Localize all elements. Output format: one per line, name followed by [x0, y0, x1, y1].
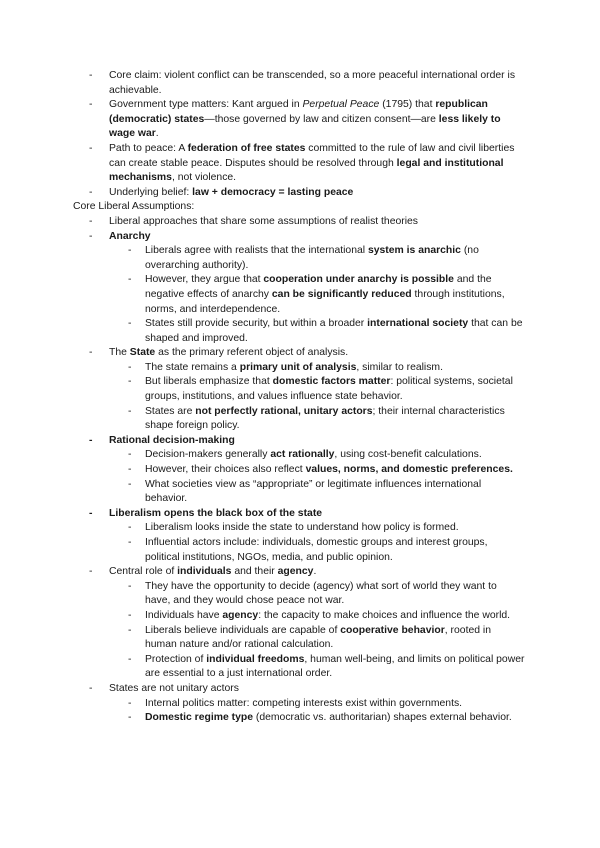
bullet-dash: -: [128, 522, 132, 534]
sub-bullet-item: [0, 580, 525, 609]
text-run: Central role of: [109, 566, 178, 578]
bold-text: Domestic regime type: [145, 712, 253, 724]
bullet-dash: -: [89, 186, 93, 198]
sub-bullet-item: [0, 317, 525, 346]
bullet-dash: -: [89, 434, 93, 446]
bold-text: individuals: [177, 566, 232, 578]
sub-bullet-item: [0, 521, 525, 536]
text-run: , human well-being, and limits on political power are essential to a just international order.: [145, 653, 525, 680]
bold-text: Liberalism opens the black box of the state: [109, 507, 323, 519]
text-run: (1795) that: [379, 99, 436, 111]
sub-bullet-item: [0, 244, 525, 273]
sub-bullet-item: [0, 609, 525, 624]
text-run: Liberals believe individuals are capable of: [145, 624, 341, 636]
bold-text: can be significantly reduced: [271, 288, 412, 300]
sub-bullet-item: [0, 478, 525, 507]
text-run: Path to peace: A: [109, 142, 188, 154]
bold-text: federation of free states: [187, 142, 306, 154]
bold-text: State: [129, 347, 156, 359]
bold-text: individual freedoms: [206, 653, 305, 665]
bullet-dash: -: [89, 215, 93, 227]
bold-text: Anarchy: [109, 230, 151, 242]
document-page: [0, 69, 600, 726]
text-run: , not violence.: [171, 172, 237, 184]
text-run: What societies view as “appropriate” or legitimate influences international behavior.: [145, 478, 482, 505]
text-run: .: [155, 128, 159, 140]
bold-text: international society: [367, 318, 469, 330]
section-heading: [0, 200, 533, 215]
bullet-dash: -: [89, 70, 93, 81]
bold-text: act rationally: [270, 449, 335, 461]
text-run: as the primary referent object of analysis.: [155, 347, 349, 359]
sub-bullet-item: [0, 273, 525, 317]
text-run: Core claim: violent conflict can be transcended, so a more peaceful international order is achievable.: [109, 70, 516, 96]
bold-text: Rational decision-making: [109, 434, 235, 446]
text-run: , using cost-benefit calculations.: [334, 449, 482, 461]
bullet-item: [0, 142, 529, 186]
text-run: Decision-makers generally: [145, 449, 271, 461]
text-run: The: [109, 347, 130, 359]
text-run: : political systems, societal groups, institutions, and values influence state behavior.: [145, 376, 513, 403]
text-run: and the negative effects of anarchy: [145, 274, 492, 300]
bullet-dash: -: [128, 537, 132, 548]
text-run: and their: [231, 566, 278, 578]
text-run: Liberals agree with realists that the international: [145, 245, 368, 257]
text-run: Core Liberal Assumptions:: [73, 201, 195, 213]
text-run: committed to the rule of law and civil liberties can create stable peace. Disputes should be resolved through: [109, 142, 515, 169]
bold-text: cooperative behavior: [340, 624, 445, 636]
sub-bullet-item: [0, 375, 525, 404]
bullet-dash: -: [128, 361, 132, 373]
bullet-dash: -: [89, 99, 93, 111]
bullet-dash: -: [128, 712, 132, 724]
bold-text: agency: [277, 566, 314, 578]
bullet-dash: -: [128, 405, 132, 417]
bullet-dash: -: [128, 376, 132, 388]
bold-text: cooperation under anarchy is possible: [263, 274, 454, 286]
sub-bullet-item: [0, 361, 525, 376]
bullet-item: [0, 69, 529, 98]
text-run: (no overarching authority).: [145, 245, 479, 271]
bold-text: primary unit of analysis: [239, 361, 357, 373]
bullet-item: [0, 682, 529, 697]
bold-text: system is anarchic: [367, 245, 461, 257]
sub-bullet-item: [0, 697, 525, 712]
text-run: through institutions, norms, and interdependence.: [145, 288, 505, 315]
bullet-item: [0, 434, 529, 449]
text-run: —those governed by law and citizen consent—are: [204, 113, 439, 125]
bold-text: values, norms, and domestic preferences.: [305, 464, 513, 476]
bullet-dash: -: [128, 274, 132, 286]
bullet-item: [0, 507, 529, 522]
bullet-item: [0, 565, 529, 580]
text-run: , similar to realism.: [356, 361, 443, 373]
bold-text: legal and institutional mechanisms: [109, 157, 504, 184]
bullet-dash: -: [128, 318, 132, 330]
bullet-item: [0, 186, 529, 201]
bold-text: not perfectly rational, unitary actors: [195, 405, 373, 417]
bullet-dash: -: [89, 507, 93, 519]
text-run: Liberalism looks inside the state to understand how policy is formed.: [145, 522, 459, 534]
text-run: Government type matters: Kant argued in: [109, 99, 303, 111]
text-run: Underlying belief:: [109, 186, 193, 198]
bullet-dash: -: [128, 245, 132, 257]
bullet-item: [0, 346, 529, 361]
bullet-dash: -: [89, 566, 93, 578]
bullet-dash: -: [128, 624, 132, 636]
bullet-dash: -: [89, 347, 93, 359]
text-run: that can be shaped and improved.: [145, 318, 523, 344]
text-run: Internal politics matter: competing interests exist within governments.: [145, 697, 463, 709]
bold-text: domestic factors matter: [272, 376, 391, 388]
text-run: However, they argue that: [145, 274, 264, 286]
bullet-dash: -: [128, 580, 132, 592]
text-run: .: [313, 566, 317, 578]
text-run: ; their internal characteristics shape foreign policy.: [145, 405, 505, 432]
bullet-dash: -: [89, 682, 93, 694]
bullet-dash: -: [128, 697, 132, 709]
sub-bullet-item: [0, 448, 525, 463]
bullet-dash: -: [128, 609, 132, 621]
text-run: Liberal approaches that share some assumptions of realist theories: [109, 215, 418, 227]
bullet-dash: -: [128, 478, 132, 490]
bullet-item: [0, 98, 529, 142]
sub-bullet-item: [0, 711, 525, 726]
bullet-dash: -: [128, 653, 132, 665]
text-run: But liberals emphasize that: [145, 376, 273, 388]
text-run: States still provide security, but within a broader: [145, 318, 368, 330]
text-run: They have the opportunity to decide (agency) what sort of world they want to have, and they would chose peace not war.: [145, 580, 497, 607]
bold-text: law + democracy = lasting peace: [192, 186, 354, 198]
bullet-dash: -: [128, 449, 132, 461]
text-run: States are: [145, 405, 196, 417]
text-run: Influential actors include: individuals, domestic groups and interest groups, political institutions, NGOs, media, and public opinion.: [145, 537, 488, 563]
bold-text: republican (democratic) states: [109, 99, 488, 125]
bold-text: less likely to wage war: [109, 113, 501, 140]
bullet-item: [0, 215, 529, 230]
bullet-item: [0, 230, 529, 245]
bullet-dash: -: [128, 464, 132, 476]
text-run: : the capacity to make choices and influence the world.: [258, 609, 511, 621]
italic-text: Perpetual Peace: [302, 99, 380, 111]
text-run: Protection of: [145, 653, 207, 665]
text-run: However, their choices also reflect: [145, 464, 306, 476]
bullet-dash: -: [89, 230, 93, 242]
text-run: Individuals have: [145, 609, 223, 621]
sub-bullet-item: [0, 463, 525, 478]
text-run: (democratic vs. authoritarian) shapes external behavior.: [253, 712, 512, 724]
bold-text: agency: [222, 609, 259, 621]
bullet-dash: -: [89, 142, 93, 154]
text-run: States are not unitary actors: [109, 682, 239, 694]
sub-bullet-item: [0, 405, 525, 434]
sub-bullet-item: [0, 536, 525, 565]
text-run: , rooted in human nature and/or rational calculation.: [145, 624, 491, 651]
sub-bullet-item: [0, 624, 525, 653]
sub-bullet-item: [0, 653, 525, 682]
text-run: The state remains a: [145, 361, 240, 373]
